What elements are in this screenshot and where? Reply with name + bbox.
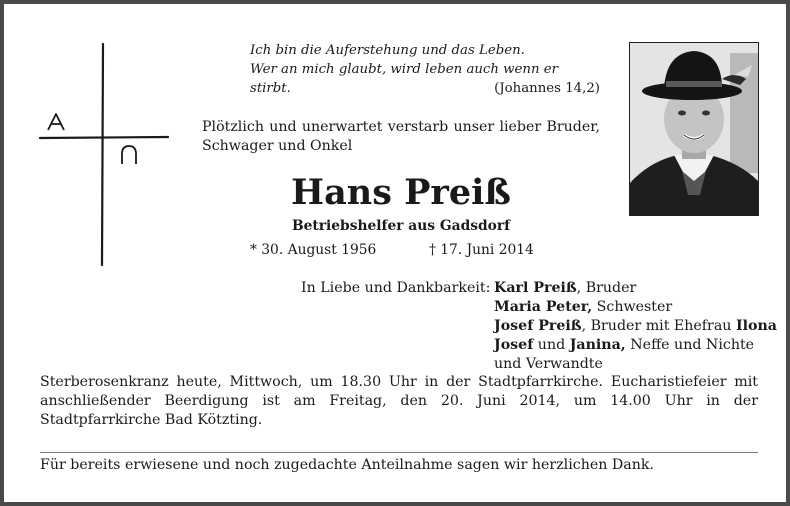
announcement-text: Plötzlich und unerwartet verstarb unser lieber Bruder, Schwager und Onkel [202,119,600,154]
mourner-line: Josef Preiß, Bruder mit Ehefrau Ilona [494,318,777,334]
mourners-list [494,279,777,374]
verse-line-2: Wer an mich glaubt, wird leben auch wenn er stirbt. [250,62,558,96]
cross-alpha-omega-icon [34,42,174,267]
verse-reference: (Johannes 14,2) [494,81,600,96]
verse-line-1: Ich bin die Auferstehung und das Leben. [250,43,525,58]
mourner-line: und Verwandte [494,356,603,372]
service-information: Sterberosenkranz heute, Mittwoch, um 18.30 Uhr in der Stadtpfarrkirche. Eucharistiefeier mit anschließender Beerdigung ist am Freitag, den 20. Juni 2014, um 14.00 Uhr in der Stadtpfarrkirche Bad Kötzting. [40,374,758,428]
birth-date: * 30. August 1956 [250,242,377,258]
deceased-occupation: Betriebshelfer aus Gadsdorf [291,218,511,234]
death-date: † 17. Juni 2014 [429,242,534,258]
mourners-label: In Liebe und Dankbarkeit: [301,280,491,296]
deceased-name: Hans Preiß [291,172,511,213]
divider [40,452,758,453]
portrait-photo [629,42,759,216]
mourner-line: Josef und Janina, Neffe und Nichte [494,337,755,353]
mourner-line: Karl Preiß, Bruder [494,280,637,296]
thanks-note: Für bereits erwiesene und noch zugedachte Anteilnahme sagen wir herzlichen Dank. [40,457,654,473]
mourner-line: Maria Peter, Schwester [494,299,673,315]
